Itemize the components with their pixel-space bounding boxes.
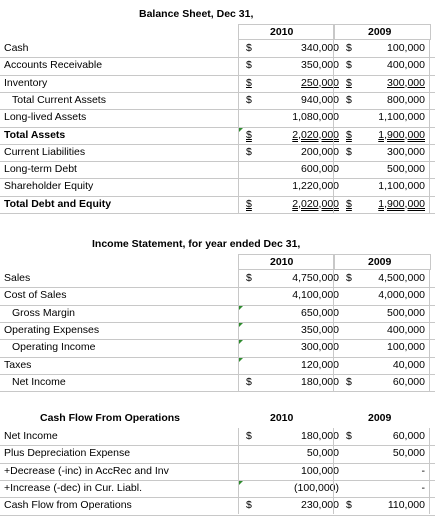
row-label: Shareholder Equity	[4, 180, 94, 193]
dollar-sign-2009: $	[346, 145, 352, 158]
table-row	[0, 428, 435, 445]
balance-sheet-title: Balance Sheet, Dec 31,	[139, 8, 254, 20]
table-row	[0, 109, 435, 126]
bs-year-2010: 2010	[270, 26, 294, 38]
row-label: Cash	[4, 42, 29, 54]
dollar-sign-2009: $	[346, 42, 352, 54]
row-label: Net Income	[4, 430, 58, 442]
table-row	[0, 144, 435, 161]
value-2010: 340,000	[301, 42, 339, 54]
value-2009: 40,000	[392, 358, 425, 371]
dollar-sign-2010: $	[246, 59, 252, 72]
table-row	[0, 161, 435, 178]
dollar-sign-2010: $	[246, 145, 252, 158]
table-row	[0, 445, 435, 462]
value-2009: 500,000	[387, 163, 425, 176]
grid-column-line	[238, 40, 239, 213]
value-2009: 4,500,000	[378, 272, 425, 284]
value-2009: 300,000	[387, 76, 425, 89]
value-2009: 1,100,000	[378, 180, 425, 193]
table-row	[0, 75, 435, 92]
value-2010: 2,020,000	[292, 128, 339, 141]
value-2009: 4,000,000	[378, 289, 425, 302]
row-label: Taxes	[4, 358, 32, 371]
dollar-sign-2010: $	[246, 375, 252, 388]
dollar-sign-2010: $	[246, 128, 252, 141]
dollar-sign-2009: $	[346, 375, 352, 388]
dollar-sign-2010: $	[246, 197, 252, 210]
value-2010: 4,100,000	[292, 289, 339, 302]
value-2010: 100,000	[301, 464, 339, 477]
row-label: Gross Margin	[12, 306, 76, 319]
row-label: Long-lived Assets	[4, 111, 87, 124]
dollar-sign-2010: $	[246, 430, 252, 442]
row-label: Long-term Debt	[4, 163, 77, 176]
value-2010: (100,000)	[294, 481, 339, 494]
value-2010: 350,000	[301, 323, 339, 336]
value-2010: 180,000	[301, 375, 339, 388]
value-2009: -	[421, 464, 425, 477]
row-label: Total Assets	[4, 128, 66, 141]
value-2010: 300,000	[301, 341, 339, 354]
row-label: +Decrease (-inc) in AccRec and Inv	[4, 464, 169, 477]
table-row	[0, 463, 435, 480]
table-row	[0, 196, 435, 213]
table-row	[0, 305, 435, 322]
cash-flow-title: Cash Flow From Operations	[40, 412, 181, 424]
dollar-sign-2009: $	[346, 272, 352, 284]
value-2009: 50,000	[392, 447, 425, 460]
row-label: Inventory	[4, 76, 48, 89]
cf-year-2010: 2010	[270, 412, 294, 424]
is-year-2010: 2010	[270, 256, 294, 268]
value-2009: 400,000	[387, 59, 425, 72]
dollar-sign-2009: $	[346, 59, 352, 72]
row-label: +Increase (-dec) in Cur. Liabl.	[4, 481, 143, 494]
value-2009: 400,000	[387, 323, 425, 336]
row-label: Total Current Assets	[12, 93, 106, 106]
row-label: Plus Depreciation Expense	[4, 447, 131, 460]
bs-year-2009: 2009	[368, 26, 392, 38]
row-label: Cash Flow from Operations	[4, 499, 132, 512]
is-year-2009: 2009	[368, 256, 392, 268]
table-row	[0, 357, 435, 374]
table-row	[0, 339, 435, 356]
value-2009: 100,000	[387, 42, 425, 54]
dollar-sign-2009: $	[346, 93, 352, 106]
dollar-sign-2009: $	[346, 499, 352, 512]
grid-line	[0, 213, 435, 214]
income-statement-title: Income Statement, for year ended Dec 31,	[92, 238, 301, 250]
row-label: Sales	[4, 272, 31, 284]
value-2010: 50,000	[306, 447, 339, 460]
grid-column-line	[238, 270, 239, 391]
grid-column-line	[429, 428, 430, 514]
value-2010: 200,000	[301, 145, 339, 158]
value-2009: 500,000	[387, 306, 425, 319]
table-row	[0, 374, 435, 391]
value-2010: 600,000	[301, 163, 339, 176]
table-row	[0, 480, 435, 497]
dollar-sign-2010: $	[246, 76, 252, 89]
value-2009: 800,000	[387, 93, 425, 106]
table-row	[0, 40, 435, 57]
grid-column-line	[333, 270, 334, 391]
dollar-sign-2009: $	[346, 197, 352, 210]
value-2010: 250,000	[301, 76, 339, 89]
value-2009: 300,000	[387, 145, 425, 158]
dollar-sign-2009: $	[346, 430, 352, 442]
dollar-sign-2010: $	[246, 42, 252, 54]
grid-line	[0, 515, 435, 516]
row-label: Total Debt and Equity	[4, 197, 112, 210]
row-label: Current Liabilities	[4, 145, 86, 158]
value-2009: -	[421, 481, 425, 494]
table-row	[0, 287, 435, 304]
value-2009: 60,000	[392, 430, 425, 442]
value-2010: 4,750,000	[292, 272, 339, 284]
table-row	[0, 270, 435, 287]
grid-column-line	[333, 40, 334, 213]
grid-column-line	[429, 270, 430, 391]
value-2010: 350,000	[301, 59, 339, 72]
dollar-sign-2010: $	[246, 93, 252, 106]
value-2010: 2,020,000	[292, 197, 339, 210]
table-row	[0, 497, 435, 514]
value-2009: 1,100,000	[378, 111, 425, 124]
value-2010: 1,220,000	[292, 180, 339, 193]
table-row	[0, 127, 435, 144]
table-row	[0, 178, 435, 195]
dollar-sign-2010: $	[246, 272, 252, 284]
value-2010: 940,000	[301, 93, 339, 106]
value-2009: 1,900,000	[378, 197, 425, 210]
value-2010: 1,080,000	[292, 111, 339, 124]
value-2010: 180,000	[301, 430, 339, 442]
value-2010: 120,000	[301, 358, 339, 371]
cf-year-2009: 2009	[368, 412, 392, 424]
dollar-sign-2009: $	[346, 76, 352, 89]
dollar-sign-2010: $	[246, 499, 252, 512]
table-row	[0, 322, 435, 339]
row-label: Operating Expenses	[4, 323, 100, 336]
value-2009: 1,900,000	[378, 128, 425, 141]
dollar-sign-2009: $	[346, 128, 352, 141]
row-label: Net Income	[12, 375, 66, 388]
value-2010: 230,000	[301, 499, 339, 512]
grid-column-line	[429, 40, 430, 213]
table-row	[0, 92, 435, 109]
value-2010: 650,000	[301, 306, 339, 319]
row-label: Operating Income	[12, 341, 96, 354]
value-2009: 60,000	[392, 375, 425, 388]
value-2009: 110,000	[387, 499, 425, 512]
grid-line	[0, 391, 435, 392]
grid-column-line	[333, 428, 334, 514]
grid-column-line	[238, 428, 239, 514]
table-row	[0, 57, 435, 74]
row-label: Accounts Receivable	[4, 59, 103, 72]
row-label: Cost of Sales	[4, 289, 67, 302]
value-2009: 100,000	[387, 341, 425, 354]
